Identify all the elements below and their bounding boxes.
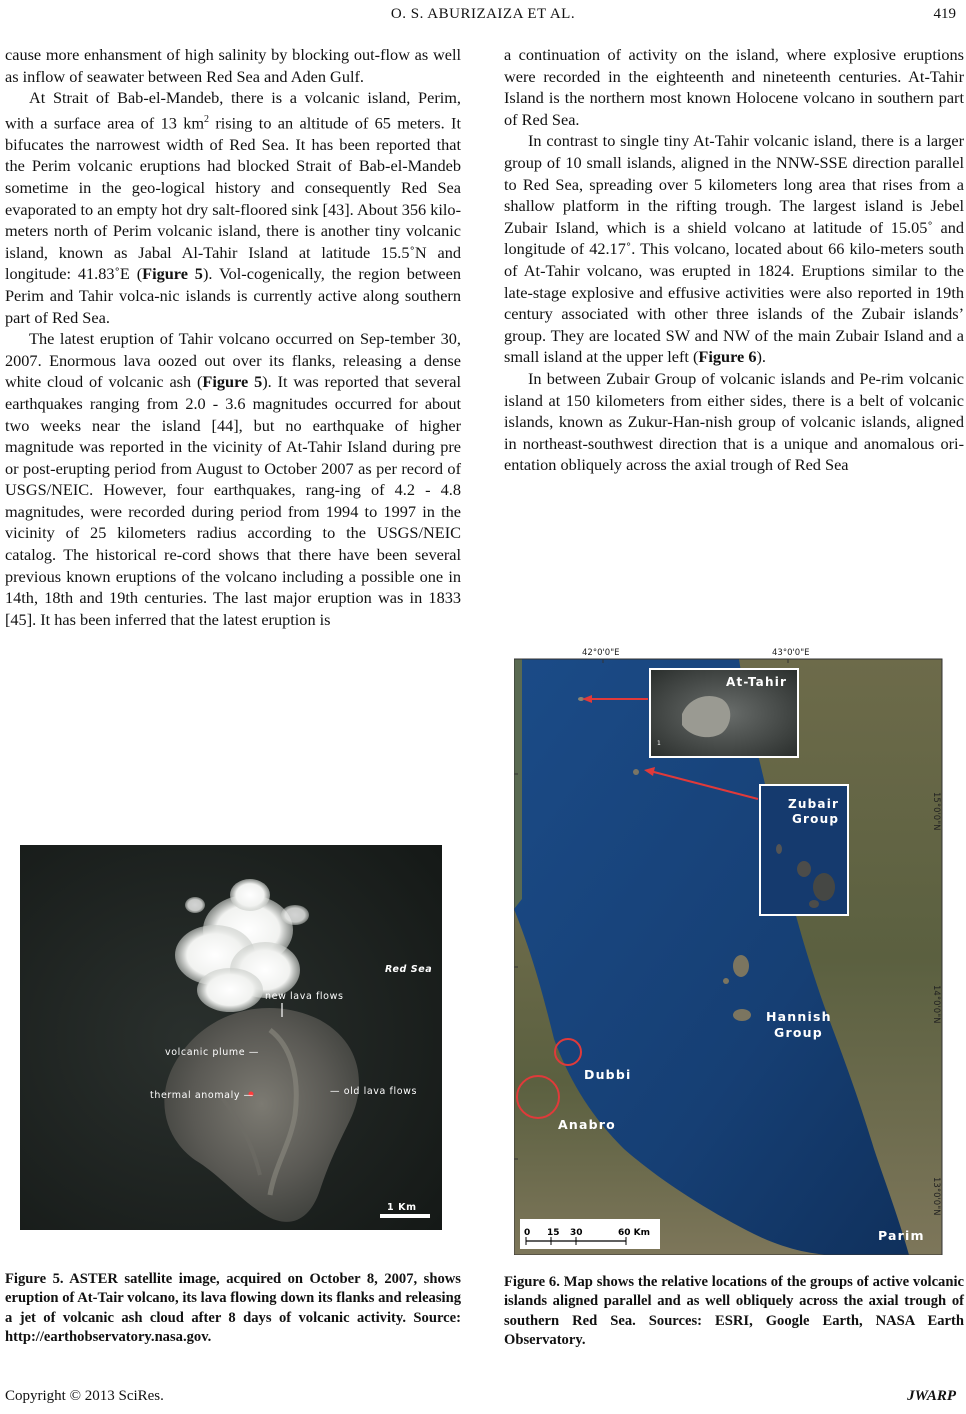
label-red-sea: Red Sea [385,964,433,975]
hannish-island [733,1009,751,1021]
right-paragraph-3: In between Zubair Group of volcanic islands and Pe-rim volcanic island at 150 kilometers from either sides, there is a belt of volcanic islands, known as Zukur-Han-nish group of volcanic islands, aligned in northeast-southwest direction that is a unique and anomalous ori-entation obliquely across the axial trough of Red Sea [504,368,964,475]
map-frame [514,659,942,1255]
west-edge-land [514,659,522,909]
figure-5-satellite-image [20,845,442,1230]
scale-tick-60: 60 Km [618,1228,651,1238]
hannish-island [733,955,749,977]
figure-5-caption: Figure 5. ASTER satellite image, acquired on October 8, 2007, shows eruption of At-Tair volcano, its lava flowing down its flanks and releasing a jet of volcanic ash cloud after 8 days of volcanic activity. Source: http://earthobservatory.nasa.gov. [5,1271,461,1346]
right-paragraph-2 [504,130,964,368]
inset-tag: 1 [657,740,661,747]
label-at-tahir: At-Tahir [726,675,788,689]
coord-lon-43: 43°0'0"E [772,648,810,658]
right-paragraph-1: a continuation of activity on the island, where explosive eruptions were recorded in the eighteenth and nineteenth centuries. At-Tahir Island is the northern most known Holocene volcano in southern part of Red Sea. [504,45,964,129]
left-p2-text-c: ). Vol-cogenically, the region between Perim and Tahir volca-nic islands is currently active along southern part of Red Sea. [5,264,461,327]
right-p2-text-a: In contrast to single tiny At-Tahir volcanic island, there is a larger group of 10 small islands, aligned in the NNW-SSE direction parallel to Red Sea, spreading over 5 kilometers long area that rises from a shallow platform in the rifting trough. The largest island is Jebel Zubair Island, which is a shield volcano at latitude of 15.05˚ and longitude of 42.17˚. This volcano, located about 66 kilo-meters south of At-Tahir volcano, was erupted in 1824. Eruptions similar to the late-stage explosive and effusive activities were also reported in 19th century associated with other three islands of the Zubair islands’ group. They are located SW and NW of the main Zubair Island and a small island at the upper left ( [504,131,964,367]
scale-tick-0: 0 [524,1228,531,1238]
left-p2-text-a: At Strait of Bab-el-Mandeb, there is a volcanic island, Perim, with a surface area of 13 km [5,88,461,133]
superscript-2: 2 [204,113,210,125]
copyright-footer: Copyright © 2013 SciRes. [5,1388,164,1404]
label-parim: Parim [878,1228,925,1243]
coord-lat-15: 15°0'0"N [931,792,941,831]
page-number: 419 [933,6,956,22]
right-p2-text-b: ). [756,347,766,367]
label-new-lava-flows: new lava flows [265,991,344,1002]
label-dubbi: Dubbi [584,1067,632,1082]
figure-6-svg [514,643,944,1255]
figure-6-map [514,643,944,1255]
running-head [0,6,966,26]
left-p3-text-a: The latest eruption of Tahir volcano occurred on Sep-tember 30, 2007. Enormous lava oozed out over its flanks, releasing a dense white cloud of volcanic ash ( [5,329,461,392]
label-volcanic-plume: volcanic plume — [165,1047,259,1058]
coord-lat-13: 13°0'0"N [931,1177,941,1216]
label-hannish: Hannish [766,1009,832,1024]
running-head-author: O. S. ABURIZAIZA ET AL. [390,6,576,22]
hannish-island [723,978,729,984]
label-zubair-group: Group [792,812,840,826]
zubair-island [633,769,639,775]
zubair-inset-island [813,873,835,901]
left-p2-text-b: rising to an altitude of 65 meters. It bifucates the narrowest width of Red Sea. It has been reported that the Perim volcanic eruptions had blocked Strait of Bab-el-Mandeb sometime in the geo-logical history and consequently Red Sea evaporated to an empty hot dry salt-floored sink [43]. About 356 kilo-meters north of Perim volcanic island, there is another tiny volcanic island, known as Jabal Al-Tahir Island at latitude 15.5˚N and longitude: 41.83˚E ( [5,113,462,284]
zubair-inset-island [797,861,811,877]
right-column [504,44,964,476]
label-zubair: Zubair [788,797,840,811]
label-thermal-anomaly: thermal anomaly — [150,1090,254,1101]
left-column [5,44,461,630]
coord-lon-42: 42°0'0"E [582,648,620,658]
zubair-inset-island [776,844,782,854]
figure-5-svg [20,845,442,1230]
scale-bar [380,1214,430,1218]
journal-footer: JWARP [907,1388,956,1404]
left-paragraph-3 [5,328,461,630]
left-p3-text-b: ). It was reported that several earthquakes ranging from 2.0 - 3.6 magnitudes occurred for about two weeks near the island [44], but no earthquake of higher magnitude was reported in the vicinity of At-Tahir Island during pre or post-erupting period from August to October 2007 as per record of USGS/NEIC. However, four earthquakes, rang-ing of 4.2 - 4.8 magnitudes, were recorded during period from 1994 to 1997 in the vicinity of 25 kilometers radius according to the USGS/NEIC catalog. The historical re-cord shows that there have been several previous known eruptions of the volcano including a possible one in 14th, 18th and 19th centuries. The last major eruption was in 1833 [45]. It has been inferred that the latest eruption is [5,372,461,629]
label-anabro: Anabro [558,1117,616,1132]
label-hannish-group: Group [774,1025,823,1040]
label-old-lava-flows: — old lava flows [330,1086,418,1097]
scale-tick-30: 30 [570,1228,583,1238]
coord-lat-14: 14°0'0"N [931,985,941,1024]
scale-bar-label: 1 Km [387,1202,417,1213]
figure-6-reference: Figure 6 [698,347,757,367]
figure-6-caption: Figure 6. Map shows the relative locations of the groups of active volcanic islands aligned parallel and as well obliquely across the axial trough of southern Red Sea. Sources: ESRI, Google Earth, NASA Earth Observatory. [504,1274,964,1349]
scale-tick-15: 15 [547,1228,560,1238]
figure-5-reference: Figure 5 [202,372,263,392]
left-paragraph-2 [5,87,461,328]
figure-5-reference: Figure 5 [142,264,203,284]
left-paragraph-1: cause more enhansment of high salinity by blocking out-flow as well as inflow of seawater between Red Sea and Aden Gulf. [5,45,461,86]
zubair-inset-island [809,900,819,908]
